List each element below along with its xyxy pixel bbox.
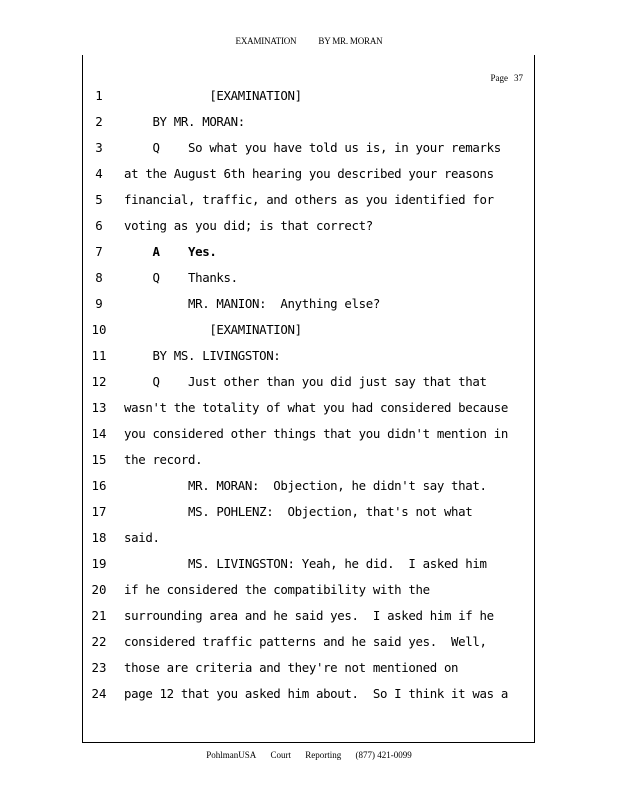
footer-company: PohlmanUSA (206, 750, 257, 760)
line-number: 3 (95, 140, 103, 155)
line-number: 13 (91, 400, 107, 415)
line-number: 9 (95, 296, 103, 311)
footer-service-reporting: Reporting (305, 750, 342, 760)
line-number: 2 (95, 114, 103, 129)
line-text: those are criteria and they're not mentioned on (124, 660, 459, 675)
line-number: 18 (91, 530, 107, 545)
line-number: 21 (91, 608, 107, 623)
line-text: MR. MORAN: Objection, he didn't say that. (124, 478, 487, 493)
transcript-line (0, 86, 618, 106)
line-text: MR. MANION: Anything else? (124, 296, 380, 311)
transcript-line (0, 528, 618, 548)
footer-service-court: Court (270, 750, 292, 760)
line-number: 24 (91, 686, 107, 701)
line-text: MS. LIVINGSTON: Yeah, he did. I asked him (124, 556, 487, 571)
line-text: financial, traffic, and others as you identified for (124, 192, 494, 207)
transcript-line (0, 242, 618, 262)
transcript-line (0, 450, 618, 470)
line-text: Q Just other than you did just say that that (124, 374, 487, 389)
line-text: said. (124, 530, 160, 545)
line-number: 7 (95, 244, 103, 259)
line-number: 8 (95, 270, 103, 285)
line-text: at the August 6th hearing you described your reasons (124, 166, 494, 181)
line-number: 14 (91, 426, 107, 441)
line-number: 17 (91, 504, 107, 519)
transcript-line (0, 112, 618, 132)
line-text: if he considered the compatibility with the (124, 582, 430, 597)
line-number: 19 (91, 556, 107, 571)
page-number (485, 73, 524, 83)
line-number: 1 (95, 88, 103, 103)
header-examiner: BY MR. MORAN (318, 36, 383, 46)
page-footer (0, 750, 618, 760)
line-text: Q So what you have told us is, in your remarks (124, 140, 501, 155)
header-section: EXAMINATION (235, 36, 297, 46)
line-number: 20 (91, 582, 107, 597)
line-number: 5 (95, 192, 103, 207)
transcript-line (0, 580, 618, 600)
transcript-line (0, 658, 618, 678)
transcript-line (0, 164, 618, 184)
line-text: MS. POHLENZ: Objection, that's not what (124, 504, 473, 519)
page-label: Page (490, 73, 508, 83)
transcript-line (0, 372, 618, 392)
line-number: 6 (95, 218, 103, 233)
line-text: page 12 that you asked him about. So I think it was a (124, 686, 508, 701)
transcript-line (0, 268, 618, 288)
transcript-line (0, 502, 618, 522)
transcript-line (0, 294, 618, 314)
transcript-line (0, 554, 618, 574)
transcript-line (0, 216, 618, 236)
line-text: BY MR. MORAN: (124, 114, 245, 129)
transcript-line (0, 684, 618, 704)
line-number: 15 (91, 452, 107, 467)
line-text: wasn't the totality of what you had considered because (124, 400, 508, 415)
footer-phone: (877) 421-0099 (355, 750, 412, 760)
page-number-value: 37 (514, 73, 523, 83)
transcript-line (0, 346, 618, 366)
line-text: you considered other things that you didn't mention in (124, 426, 508, 441)
transcript-line (0, 606, 618, 626)
transcript-line (0, 320, 618, 340)
line-text: [EXAMINATION] (124, 322, 302, 337)
line-text: considered traffic patterns and he said yes. Well, (124, 634, 487, 649)
line-text: A Yes. (124, 244, 217, 259)
line-text: Q Thanks. (124, 270, 238, 285)
line-number: 12 (91, 374, 107, 389)
line-number: 23 (91, 660, 107, 675)
line-text: voting as you did; is that correct? (124, 218, 373, 233)
page-header (0, 36, 618, 46)
line-number: 4 (95, 166, 103, 181)
line-number: 11 (91, 348, 107, 363)
transcript-line (0, 424, 618, 444)
line-text: the record. (124, 452, 203, 467)
line-text: BY MS. LIVINGSTON: (124, 348, 281, 363)
transcript-line (0, 190, 618, 210)
transcript-line (0, 632, 618, 652)
line-number: 16 (91, 478, 107, 493)
line-number: 10 (91, 322, 107, 337)
transcript-line (0, 476, 618, 496)
transcript-line (0, 138, 618, 158)
line-number: 22 (91, 634, 107, 649)
line-text: surrounding area and he said yes. I asked him if he (124, 608, 494, 623)
line-text: [EXAMINATION] (124, 88, 302, 103)
transcript-line (0, 398, 618, 418)
